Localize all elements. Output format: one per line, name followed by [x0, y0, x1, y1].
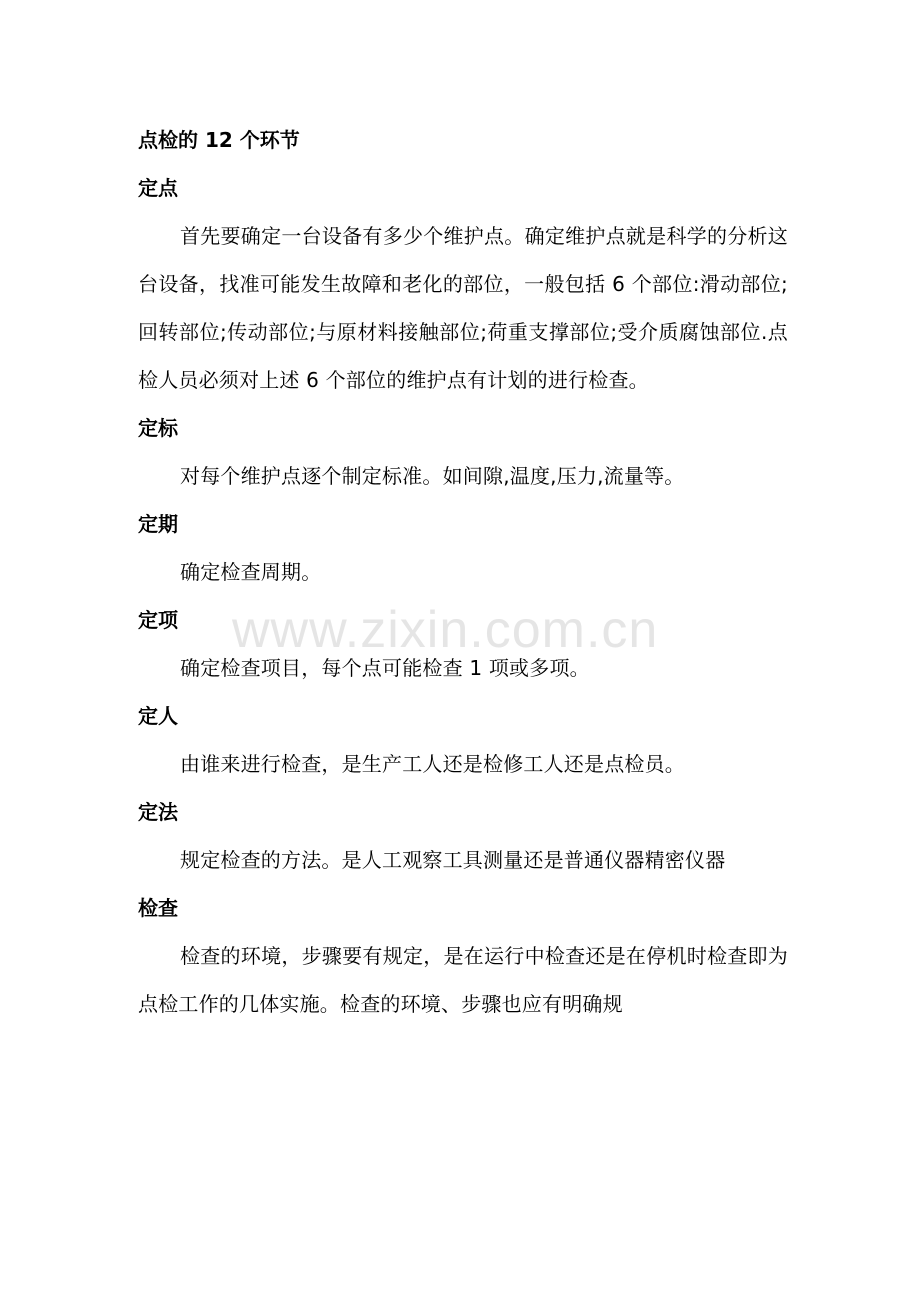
- section-body-dingxiang: 确定检查项目，每个点可能检查 1 项或多项。: [180, 656, 590, 680]
- section-body-dingqi: 确定检查周期。: [180, 560, 322, 584]
- section-body-jiancha: 检查的环境，步骤要有规定，是在运行中检查还是在停机时检查即为点检工作的几体实施。检查的环境、步骤也应有明确规: [138, 944, 788, 1016]
- section-heading-dingfa: 定法: [138, 800, 178, 824]
- section-heading-dingxiang: 定项: [138, 608, 178, 632]
- section-heading-dingdian: 定点: [138, 176, 178, 200]
- section-body-dingfa: 规定检查的方法。是人工观察工具测量还是普通仪器精密仪器: [180, 848, 726, 872]
- section-heading-dingren: 定人: [138, 704, 178, 728]
- section-heading-dingbiao: 定标: [138, 416, 178, 440]
- document-content: [138, 116, 788, 1028]
- section-heading-jiancha: 检查: [138, 896, 178, 920]
- section-body-dingren: 由谁来进行检查，是生产工人还是检修工人还是点检员。: [180, 752, 685, 776]
- section-body-dingbiao: 对每个维护点逐个制定标准。如间隙,温度,压力,流量等。: [180, 464, 685, 488]
- watermark: www.zixin.com.cn: [232, 601, 659, 659]
- document-title: 点检的 12 个环节: [138, 128, 300, 152]
- section-body-dingdian: 首先要确定一台设备有多少个维护点。确定维护点就是科学的分析这台设备，找准可能发生故障和老化的部位，一般包括 6 个部位:滑动部位;回转部位;传动部位;与原材料接触部位;荷重支撑部位;受介质腐蚀部位.点检人员必须对上述 6 个部位的维护点有计划的进行检查。: [138, 224, 788, 392]
- section-heading-dingqi: 定期: [138, 512, 178, 536]
